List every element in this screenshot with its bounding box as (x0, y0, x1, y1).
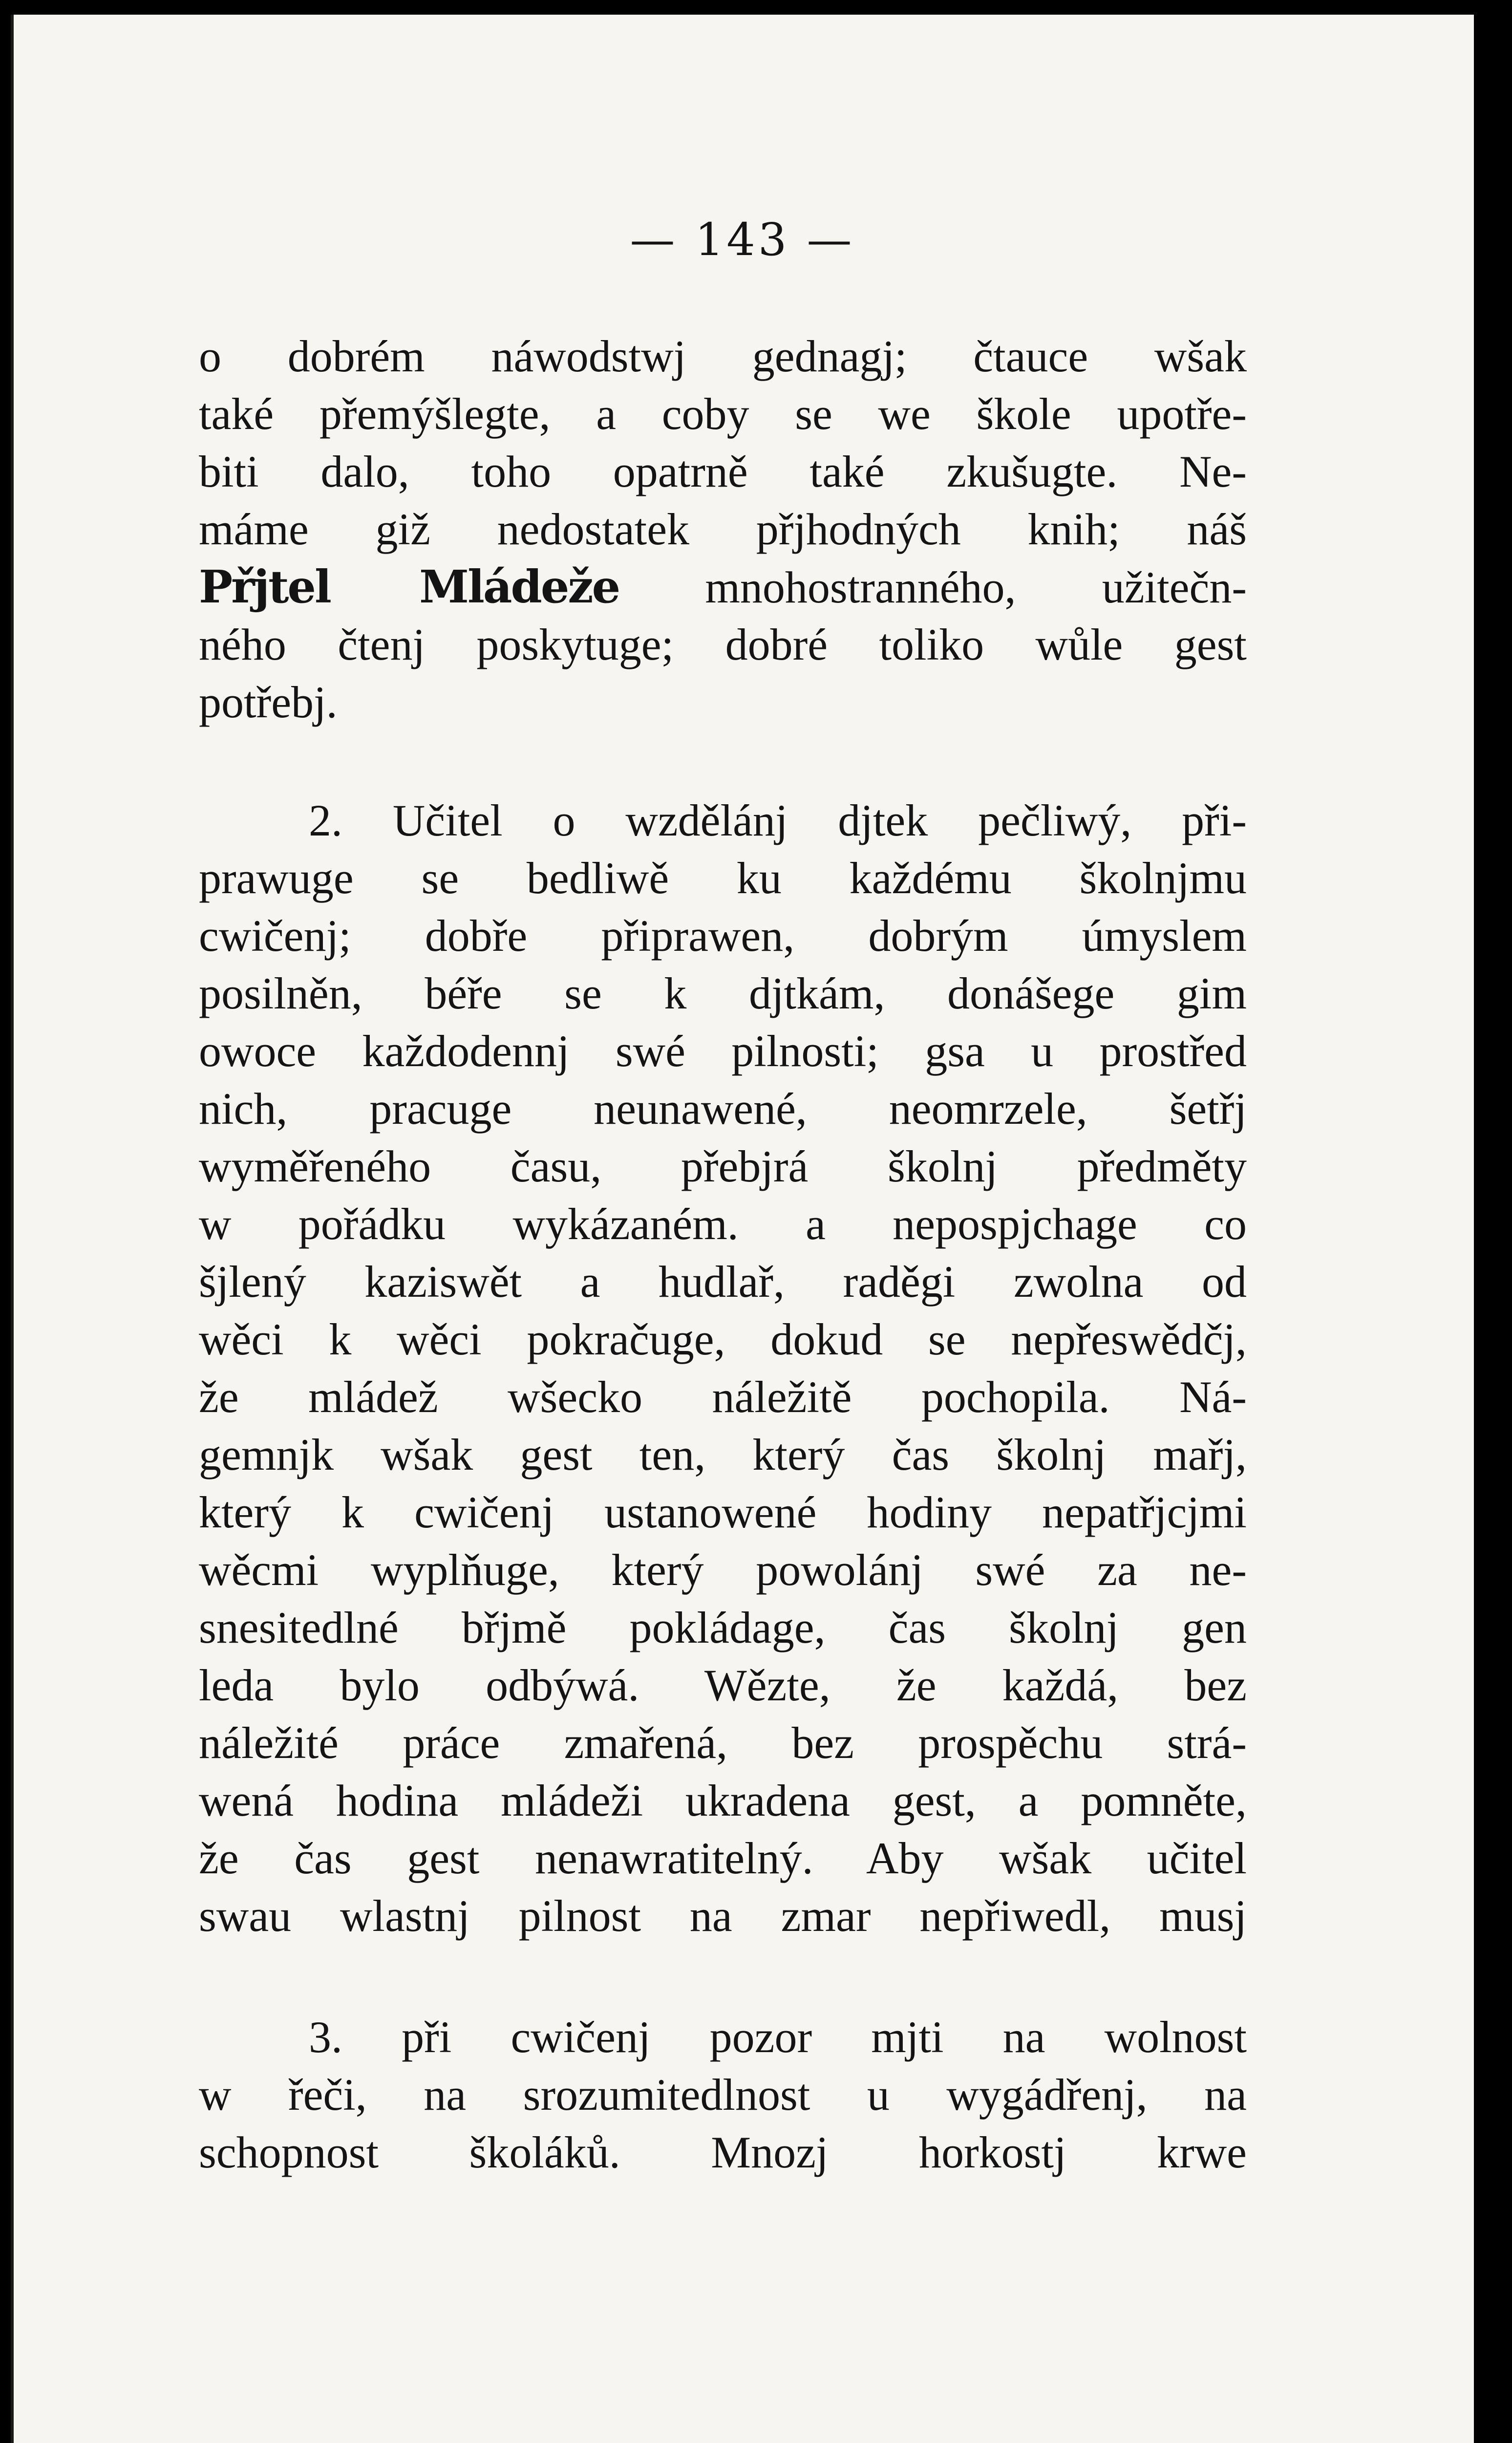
text-line: ného čtenj poskytuge; dobré toliko wůle gest (199, 620, 1247, 669)
text-line: owoce každodennj swé pilnosti; gsa u prostřed (199, 1026, 1247, 1076)
text-line: že mládež wšecko náležitě pochopila. Ná- (199, 1372, 1247, 1422)
text-line: o dobrém náwodstwj gednagj; čtauce wšak (199, 331, 1247, 381)
text-line: potřebj. (199, 677, 338, 727)
text-line: swau wlastnj pilnost na zmar nepřiwedl, musj (199, 1891, 1247, 1941)
page-edge-shadow (11, 15, 14, 2443)
text-line: že čas gest nenawratitelný. Aby wšak učitel (199, 1833, 1247, 1883)
text-line: w pořádku wykázaném. a nepospjchage co (199, 1199, 1247, 1249)
text-line: prawuge se bedliwě ku každému školnjmu (199, 853, 1247, 903)
text-line: leda bylo odbýwá. Wězte, že každá, bez (199, 1660, 1247, 1710)
text-line: posilněn, béře se k djtkám, donášege gim (199, 968, 1247, 1018)
page-number: — 143 — (630, 214, 855, 266)
paragraph-3 (199, 2008, 1247, 2181)
text-line: w řeči, na srozumitedlnost u wygádřenj, na (199, 2070, 1247, 2120)
text-line: máme giž nedostatek přjhodných knih; náš (199, 504, 1247, 554)
text-line: gemnjk wšak gest ten, který čas školnj mařj, (199, 1430, 1247, 1479)
text-line: šjlený kaziswět a hudlař, raděgi zwolna od (199, 1257, 1247, 1307)
paragraph-1 (199, 327, 1247, 731)
text-line: 3. při cwičenj pozor mjti na wolnost (309, 2012, 1247, 2062)
text-line: wěci k wěci pokračuge, dokud se nepřeswědčj, (199, 1314, 1247, 1364)
text-line-with-title (199, 558, 1247, 616)
text-fragment: mnohostranného, užitečn- (705, 562, 1247, 612)
text-line: také přemýšlegte, a coby se we škole upotře- (199, 389, 1247, 439)
text-line: náležité práce zmařená, bez prospěchu strá- (199, 1718, 1247, 1768)
text-line: nich, pracuge neunawené, neomrzele, šetřj (199, 1084, 1247, 1134)
text-line: wyměřeného času, přebjrá školnj předměty (199, 1141, 1247, 1191)
text-line: snesitedlné břjmě pokládage, čas školnj gen (199, 1603, 1247, 1652)
text-line: 2. Učitel o wzdělánj djtek pečliwý, při- (309, 795, 1247, 845)
text-line: schopnost školáků. Mnozj horkostj krwe (199, 2127, 1247, 2177)
text-line: biti dalo, toho opatrně také zkušugte. Ne- (199, 447, 1247, 496)
text-line: wená hodina mládeži ukradena gest, a pomněte, (199, 1776, 1247, 1825)
periodical-title: Přjtel Mládeže (199, 560, 619, 613)
text-line: který k cwičenj ustanowené hodiny nepatřjcjmi (199, 1487, 1247, 1537)
paragraph-2 (199, 792, 1247, 1945)
text-line: wěcmi wyplňuge, který powolánj swé za ne- (199, 1545, 1247, 1595)
text-line: cwičenj; dobře připrawen, dobrým úmyslem (199, 911, 1247, 961)
book-page (11, 15, 1474, 2443)
